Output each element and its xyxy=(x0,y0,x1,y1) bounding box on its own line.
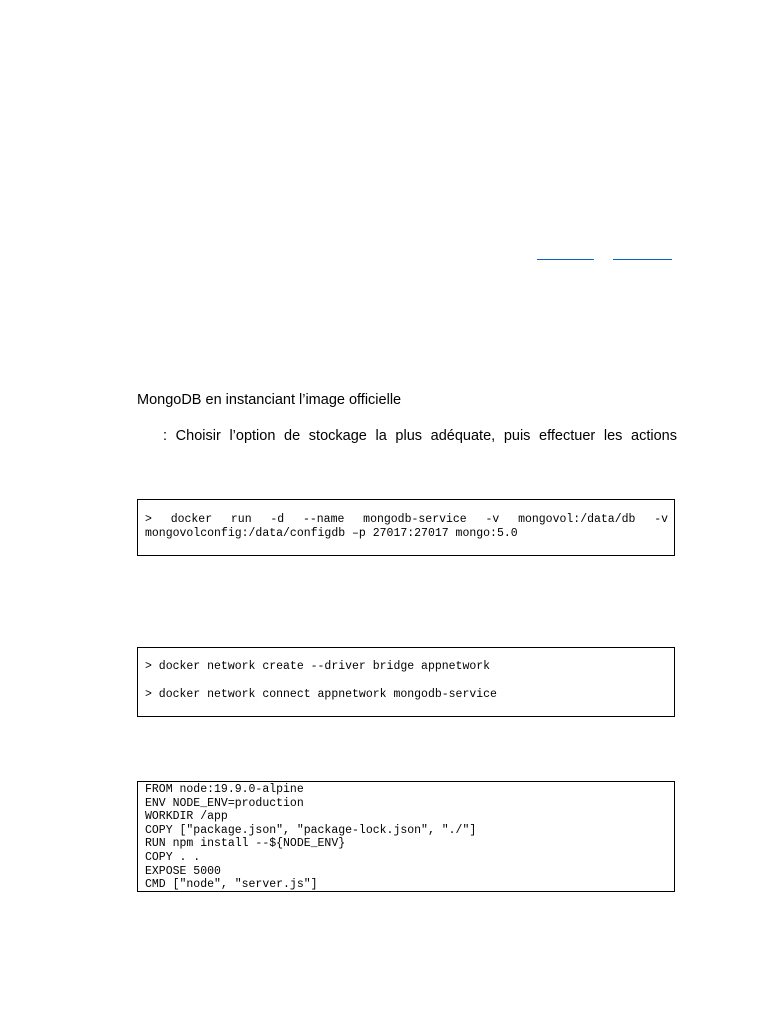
code-line: COPY . . xyxy=(145,850,201,864)
code-line: FROM node:19.9.0-alpine xyxy=(145,783,304,796)
code-block-dockerfile xyxy=(137,781,675,892)
paragraph-storage-option: : Choisir l’option de stockage la plus adéquate, puis effectuer les actions xyxy=(163,428,677,444)
code-line: > docker network connect appnetwork mongodb-service xyxy=(145,687,497,701)
code-line: > docker run -d --name mongodb-service -v mongovol:/data/db -v xyxy=(145,513,668,526)
code-line: EXPOSE 5000 xyxy=(145,864,221,878)
code-line: ENV NODE_ENV=production xyxy=(145,796,304,810)
paragraph-mongodb-intro: MongoDB en instanciant l’image officielle xyxy=(137,392,402,408)
code-line: > docker network create --driver bridge appnetwork xyxy=(145,660,491,673)
code-line: WORKDIR /app xyxy=(145,810,228,824)
code-block-docker-run xyxy=(137,499,675,556)
code-line: COPY ["package.json", "package-lock.json", "./"] xyxy=(145,823,477,837)
code-line: mongovolconfig:/data/configdb –p 27017:27017 mongo:5.0 xyxy=(145,527,518,540)
code-line: RUN npm install --${NODE_ENV} xyxy=(145,837,346,851)
code-line: CMD ["node", "server.js"] xyxy=(145,878,318,892)
code-block-docker-network xyxy=(137,647,675,717)
hyperlink-underline-2[interactable] xyxy=(613,259,672,260)
hyperlink-underline-1[interactable] xyxy=(537,259,594,260)
